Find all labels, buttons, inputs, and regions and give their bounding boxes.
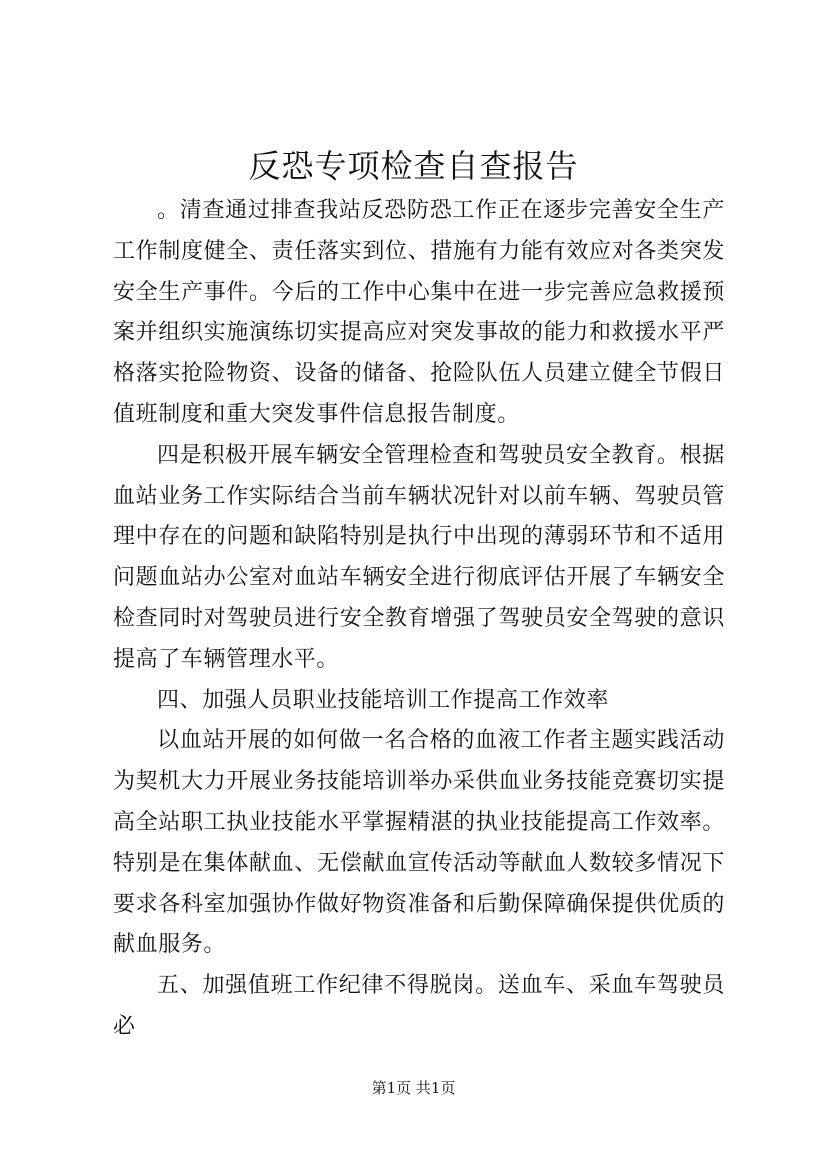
page-number-footer: 第1页 共1页 <box>371 1079 456 1097</box>
paragraph: 四是积极开展车辆安全管理检查和驾驶员安全教育。根据血站业务工作实际结合当前车辆状况针对以前车辆、驾驶员管理中存在的问题和缺陷特别是执行中出现的薄弱环节和不适用问题血站办公室对血站车辆安全进行彻底评估开展了车辆安全检查同时对驾驶员进行安全教育增强了驾驶员安全驾驶的意识提高了车辆管理水平。 <box>113 442 725 672</box>
paragraph: 以血站开展的如何做一名合格的血液工作者主题实践活动为契机大力开展业务技能培训举办采供血业务技能竞赛切实提高全站职工执业技能水平掌握精湛的执业技能提高工作效率。特别是在集体献血、无偿献血宣传活动等献血人数较多情况下要求各科室加强协作做好物资准备和后勤保障确保提供优质的献血服务。 <box>113 728 725 958</box>
paragraph: 。清查通过排查我站反恐防恐工作正在逐步完善安全生产工作制度健全、责任落实到位、措施有力能有效应对各类突发安全生产事件。今后的工作中心集中在进一步完善应急救援预案并组织实施演练切实提高应对突发事故的能力和救援水平严格落实抢险物资、设备的储备、抢险队伍人员建立健全节假日值班制度和重大突发事件信息报告制度。 <box>113 198 725 427</box>
section-heading: 四、加强人员职业技能培训工作提高工作效率 <box>157 687 610 713</box>
document-body <box>113 191 725 1048</box>
document-title: 反恐专项检查自查报告 <box>248 147 579 185</box>
paragraph: 五、加强值班工作纪律不得脱岗。送血车、采血车驾驶员必 <box>113 973 725 1039</box>
